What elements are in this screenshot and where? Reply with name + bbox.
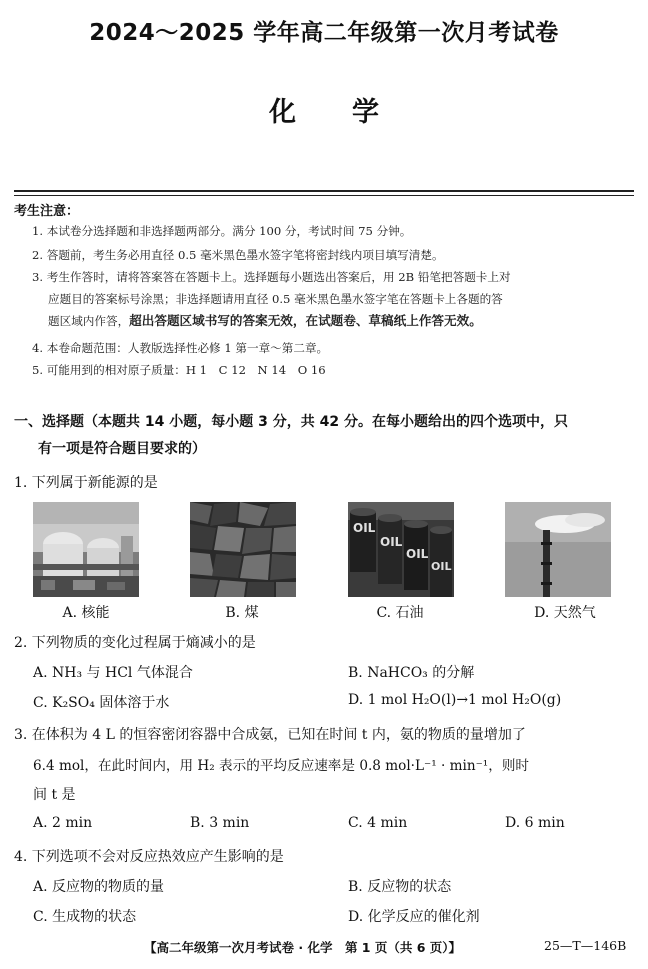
q3-option-d: D. 6 min (505, 815, 565, 831)
notice-item-3-end (48, 312, 482, 330)
q2-stem: 2. 下列物质的变化过程属于熵减小的是 (14, 635, 256, 651)
q3-option-c: C. 4 min (348, 815, 408, 831)
bold-warning: 超出答题区域书写的答案无效，在试题卷、草稿纸上作答无效。 (129, 313, 482, 328)
divider-thick (14, 190, 634, 192)
q3-stem-line3: 间 t 是 (33, 787, 76, 803)
oil-label-3: OIL (406, 547, 429, 561)
nuclear-plant-image (33, 502, 139, 597)
notice-item-2: 2. 答题前，考生务必用直径 0.5 毫米黑色墨水签字笔将密封线内项目填写清楚。 (32, 248, 444, 262)
q4-option-d: D. 化学反应的催化剂 (348, 909, 480, 925)
oil-barrels-image (348, 502, 454, 597)
notice-item-3: 3. 考生作答时，请将答案答在答题卡上。选择题每小题选出答案后，用 2B 铅笔把答题卡上对 (32, 270, 511, 284)
q3-option-a: A. 2 min (33, 815, 93, 831)
notice-heading: 考生注意： (14, 204, 80, 219)
section-heading-cont: 有一项是符合题目要求的） (38, 441, 206, 457)
oil-label-1: OIL (353, 521, 376, 535)
q1-stem: 1. 下列属于新能源的是 (14, 475, 158, 491)
subject-title (0, 90, 648, 129)
q3-stem-line1: 3. 在体积为 4 L 的恒容密闭容器中合成氨，已知在时间 t 内，氨的物质的量增加了 (14, 727, 526, 743)
q4-option-a: A. 反应物的物质的量 (33, 879, 165, 895)
subject-char-2: 学 (352, 97, 379, 128)
q2-option-a: A. NH₃ 与 HCl 气体混合 (33, 665, 193, 681)
q4-option-b: B. 反应物的状态 (348, 879, 452, 895)
exam-title: 2024～2025 学年高二年级第一次月考试卷 (89, 20, 559, 46)
q3-stem-line2: 6.4 mol，在此时间内，用 H₂ 表示的平均反应速率是 0.8 mol·L⁻¹ · min⁻¹，则时 (33, 758, 530, 774)
notice-item-3-cont: 应题目的答案标号涂黑；非选择题请用直径 0.5 毫米黑色墨水签字笔在答题卡上各题的答 (48, 292, 503, 306)
exam-code: 25—T—146B (544, 938, 627, 953)
section-heading: 一、选择题（本题共 14 小题，每小题 3 分，共 42 分。在每小题给出的四个选项中，只 (14, 414, 568, 430)
q4-stem: 4. 下列选项不会对反应热效应产生影响的是 (14, 849, 284, 865)
oil-label-2: OIL (380, 535, 403, 549)
q1-option-c: C. 石油 (376, 605, 424, 621)
q1-option-d: D. 天然气 (534, 605, 596, 621)
q2-option-b: B. NaHCO₃ 的分解 (348, 665, 475, 681)
subject-char-1: 化 (269, 97, 296, 128)
q2-option-d: D. 1 mol H₂O(l)→1 mol H₂O(g) (348, 692, 562, 708)
notice-item-3-tail: 题区域内作答， (48, 314, 130, 328)
q1-option-a: A. 核能 (62, 605, 110, 621)
coal-image (190, 502, 296, 597)
notice-item-5: 5. 可能用到的相对原子质量：H 1 C 12 N 14 O 16 (32, 363, 326, 377)
page-footer: 【高二年级第一次月考试卷 · 化学 第 1 页（共 6 页）】 (144, 940, 462, 955)
oil-label-4: OIL (431, 560, 452, 573)
notice-item-1: 1. 本试卷分选择题和非选择题两部分。满分 100 分，考试时间 75 分钟。 (32, 224, 412, 238)
divider-thin (14, 195, 634, 196)
q4-option-c: C. 生成物的状态 (33, 909, 137, 925)
q1-option-b: B. 煤 (225, 605, 259, 621)
q3-option-b: B. 3 min (190, 815, 250, 831)
gas-flare-image (505, 502, 611, 597)
notice-item-4: 4. 本卷命题范围：人教版选择性必修 1 第一章～第二章。 (32, 341, 329, 355)
q2-option-c: C. K₂SO₄ 固体溶于水 (33, 695, 170, 711)
